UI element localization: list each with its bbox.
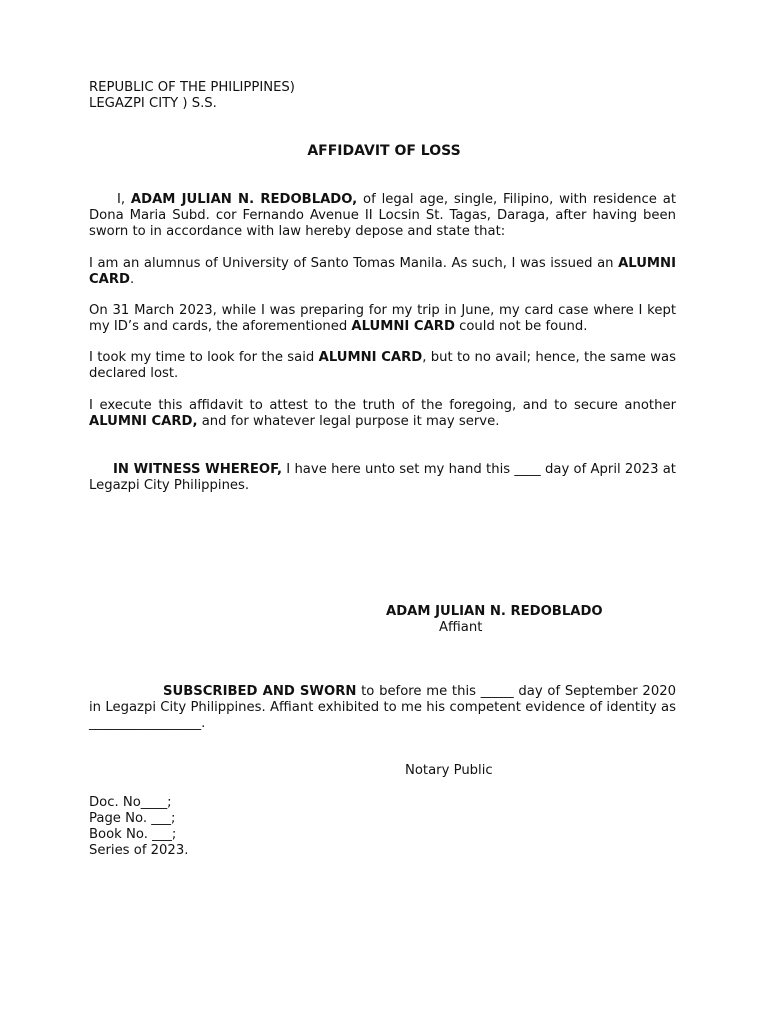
p4-end: and for whatever legal purpose it may serve. — [197, 414, 500, 429]
book-number: Book No. ___; — [89, 827, 177, 842]
intro-pre: I, — [117, 192, 131, 207]
p4-text: I execute this affidavit to attest to the truth of the foregoing, and to secure another — [89, 398, 676, 413]
paragraph-4 — [89, 398, 676, 430]
p2-end: could not be found. — [454, 319, 588, 334]
document-title: AFFIDAVIT OF LOSS — [307, 143, 461, 159]
page-number: Page No. ___; — [89, 811, 176, 826]
p3-end: , but to no avail; hence, the same was declared lost. — [89, 350, 676, 381]
p3-bold: ALUMNI CARD — [318, 350, 423, 365]
jurat-text: to before me this _____ day of September 2020 in Legazpi City Philippines. Affiant exhibited to me his competent evidence of identity as _________________. — [89, 684, 676, 731]
witness-bold: IN WITNESS WHEREOF, — [113, 462, 283, 477]
p2-text: On 31 March 2023, while I was preparing for my trip in June, my card case where I kept my ID’s and cards, the aforementioned — [89, 303, 676, 334]
paragraph-2 — [89, 303, 676, 335]
p4-bold: ALUMNI CARD, — [89, 414, 198, 429]
series-year: Series of 2023. — [89, 843, 189, 858]
p1-text: I am an alumnus of University of Santo Tomas Manila. As such, I was issued an — [89, 256, 619, 271]
venue-line-1: REPUBLIC OF THE PHILIPPINES) — [89, 80, 295, 95]
p1-bold: ALUMNI CARD — [89, 256, 676, 287]
doc-number: Doc. No____; — [89, 795, 172, 810]
p3-text: I took my time to look for the said — [89, 350, 319, 365]
affiant-label: Affiant — [439, 620, 483, 635]
jurat-paragraph — [89, 684, 676, 732]
witness-paragraph — [89, 462, 676, 494]
venue-line-2: LEGAZPI CITY ) S.S. — [89, 96, 217, 111]
venue-header — [89, 80, 676, 112]
jurat-bold: SUBSCRIBED AND SWORN — [163, 684, 357, 699]
intro-paragraph — [89, 192, 676, 240]
affiant-signature-name: ADAM JULIAN N. REDOBLADO — [386, 604, 603, 619]
affiant-name-inline: ADAM JULIAN N. REDOBLADO, — [130, 192, 358, 207]
paragraph-1 — [89, 256, 676, 288]
notary-public-label: Notary Public — [405, 763, 493, 778]
paragraph-3 — [89, 350, 676, 382]
intro-text: of legal age, single, Filipino, with residence at Dona Maria Subd. cor Fernando Avenue II Locsin St. Tagas, Daraga, after having been sworn to in accordance with law hereby depose and state that: — [89, 192, 676, 239]
p1-end: . — [130, 272, 135, 287]
document-details — [89, 795, 676, 859]
witness-text: I have here unto set my hand this ____ day of April 2023 at Legazpi City Philippines. — [89, 462, 676, 493]
p2-bold: ALUMNI CARD — [351, 319, 455, 334]
